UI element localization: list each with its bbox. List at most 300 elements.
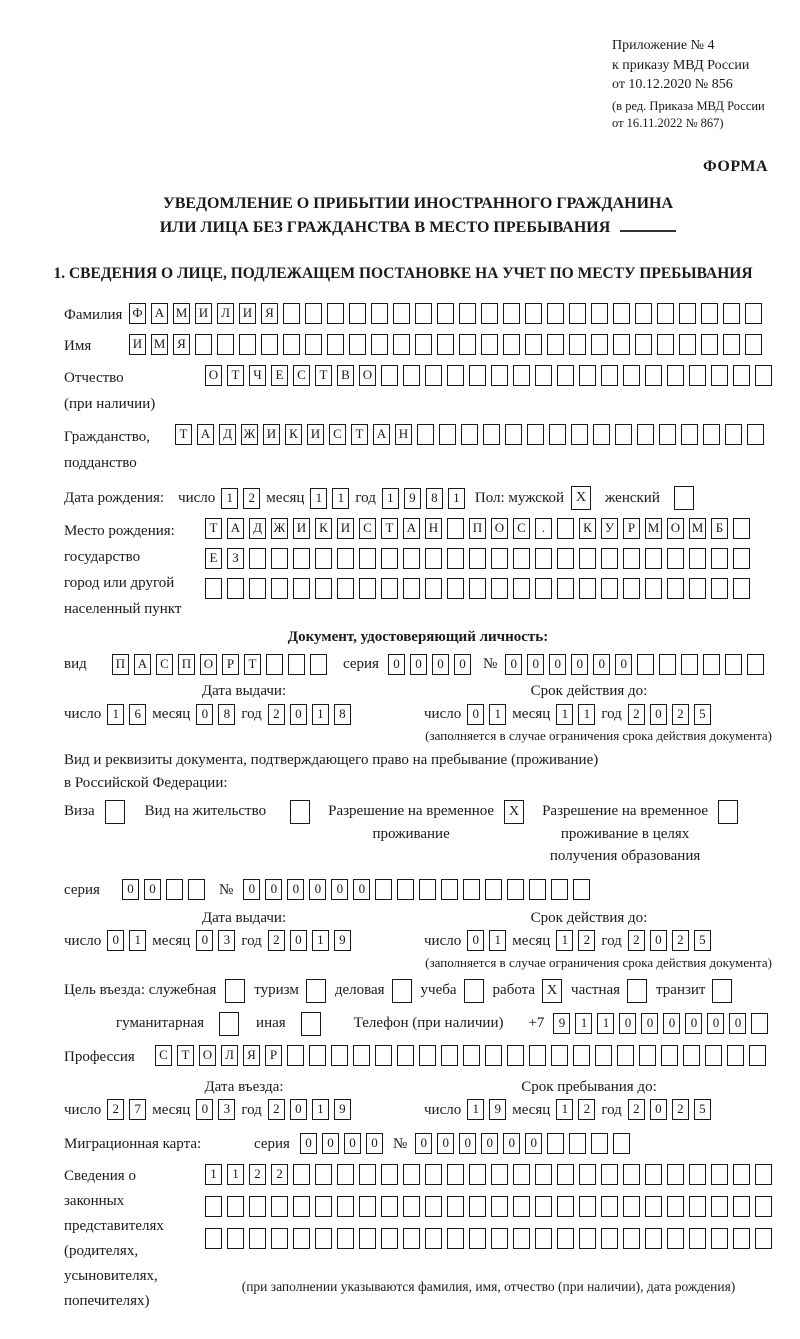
char-cell[interactable] <box>733 578 750 599</box>
char-cell[interactable] <box>469 1164 486 1185</box>
char-cell[interactable] <box>689 1228 706 1249</box>
char-cell[interactable]: 1 <box>556 704 573 725</box>
char-cell[interactable]: 1 <box>467 1099 484 1120</box>
char-cell[interactable] <box>733 518 750 539</box>
char-cell[interactable]: Е <box>205 548 222 569</box>
char-cell[interactable]: 1 <box>129 930 146 951</box>
char-cell[interactable]: 1 <box>332 488 349 509</box>
char-cell[interactable]: 1 <box>227 1164 244 1185</box>
char-cell[interactable]: 6 <box>129 704 146 725</box>
char-cell[interactable] <box>293 578 310 599</box>
char-cell[interactable]: И <box>263 424 280 445</box>
char-cell[interactable] <box>711 578 728 599</box>
char-cell[interactable] <box>579 578 596 599</box>
char-cell[interactable] <box>701 334 718 355</box>
char-cell[interactable] <box>569 1133 586 1154</box>
char-cell[interactable] <box>305 303 322 324</box>
char-cell[interactable]: А <box>227 518 244 539</box>
char-cell[interactable]: 0 <box>481 1133 498 1154</box>
char-cell[interactable] <box>529 1045 546 1066</box>
char-cell[interactable] <box>491 1164 508 1185</box>
char-cell[interactable]: 3 <box>218 930 235 951</box>
char-cell[interactable]: 3 <box>218 1099 235 1120</box>
char-cell[interactable]: 1 <box>578 704 595 725</box>
char-cell[interactable]: С <box>293 365 310 386</box>
char-cell[interactable] <box>623 1228 640 1249</box>
char-cell[interactable] <box>745 334 762 355</box>
char-cell[interactable] <box>547 334 564 355</box>
char-cell[interactable] <box>227 578 244 599</box>
char-cell[interactable] <box>513 1164 530 1185</box>
char-cell[interactable] <box>557 578 574 599</box>
char-cell[interactable]: Т <box>315 365 332 386</box>
char-cell[interactable] <box>491 1196 508 1217</box>
char-cell[interactable] <box>381 365 398 386</box>
char-cell[interactable] <box>481 334 498 355</box>
char-cell[interactable] <box>601 548 618 569</box>
char-cell[interactable] <box>723 334 740 355</box>
char-cell[interactable] <box>305 334 322 355</box>
char-cell[interactable] <box>595 1045 612 1066</box>
char-cell[interactable]: П <box>112 654 129 675</box>
char-cell[interactable] <box>403 548 420 569</box>
char-cell[interactable]: 2 <box>628 1099 645 1120</box>
char-cell[interactable]: П <box>178 654 195 675</box>
char-cell[interactable]: 1 <box>556 930 573 951</box>
char-cell[interactable]: 0 <box>729 1013 746 1034</box>
char-cell[interactable]: О <box>491 518 508 539</box>
char-cell[interactable] <box>491 1228 508 1249</box>
char-cell[interactable]: П <box>469 518 486 539</box>
char-cell[interactable] <box>505 424 522 445</box>
char-cell[interactable]: 2 <box>578 1099 595 1120</box>
char-cell[interactable]: Л <box>217 303 234 324</box>
char-cell[interactable] <box>725 424 742 445</box>
char-cell[interactable]: Н <box>425 518 442 539</box>
char-cell[interactable]: 1 <box>310 488 327 509</box>
char-cell[interactable]: К <box>285 424 302 445</box>
char-cell[interactable] <box>271 1196 288 1217</box>
char-cell[interactable]: 0 <box>287 879 304 900</box>
char-cell[interactable]: 2 <box>672 704 689 725</box>
char-cell[interactable]: Ж <box>241 424 258 445</box>
char-cell[interactable]: 1 <box>575 1013 592 1034</box>
char-cell[interactable] <box>723 303 740 324</box>
char-cell[interactable] <box>381 548 398 569</box>
char-cell[interactable] <box>623 578 640 599</box>
char-cell[interactable]: 1 <box>312 704 329 725</box>
char-cell[interactable] <box>745 303 762 324</box>
char-cell[interactable]: 7 <box>129 1099 146 1120</box>
char-cell[interactable]: 5 <box>694 704 711 725</box>
char-cell[interactable] <box>249 578 266 599</box>
char-cell[interactable]: О <box>200 654 217 675</box>
char-cell[interactable] <box>535 1164 552 1185</box>
char-cell[interactable] <box>166 879 183 900</box>
purpose-ucheba-checkbox[interactable] <box>464 979 484 1003</box>
char-cell[interactable] <box>309 1045 326 1066</box>
char-cell[interactable] <box>549 424 566 445</box>
char-cell[interactable] <box>503 303 520 324</box>
char-cell[interactable] <box>415 334 432 355</box>
char-cell[interactable]: 0 <box>309 879 326 900</box>
char-cell[interactable]: 9 <box>489 1099 506 1120</box>
char-cell[interactable] <box>437 303 454 324</box>
char-cell[interactable] <box>447 518 464 539</box>
char-cell[interactable] <box>755 1164 772 1185</box>
char-cell[interactable] <box>557 365 574 386</box>
char-cell[interactable]: 0 <box>459 1133 476 1154</box>
char-cell[interactable] <box>315 1196 332 1217</box>
char-cell[interactable] <box>613 334 630 355</box>
purpose-chastnaya-checkbox[interactable] <box>627 979 647 1003</box>
char-cell[interactable] <box>415 303 432 324</box>
char-cell[interactable]: 8 <box>426 488 443 509</box>
char-cell[interactable] <box>645 1228 662 1249</box>
char-cell[interactable]: М <box>151 334 168 355</box>
char-cell[interactable]: 1 <box>107 704 124 725</box>
char-cell[interactable]: О <box>199 1045 216 1066</box>
char-cell[interactable]: 1 <box>382 488 399 509</box>
char-cell[interactable] <box>579 365 596 386</box>
char-cell[interactable] <box>261 334 278 355</box>
char-cell[interactable]: 1 <box>489 930 506 951</box>
purpose-sluzhebnaya-checkbox[interactable] <box>225 979 245 1003</box>
char-cell[interactable]: 0 <box>619 1013 636 1034</box>
char-cell[interactable]: 0 <box>505 654 522 675</box>
char-cell[interactable] <box>239 334 256 355</box>
char-cell[interactable] <box>459 334 476 355</box>
char-cell[interactable]: 0 <box>437 1133 454 1154</box>
char-cell[interactable] <box>447 578 464 599</box>
char-cell[interactable]: 0 <box>685 1013 702 1034</box>
char-cell[interactable] <box>403 1164 420 1185</box>
char-cell[interactable] <box>315 578 332 599</box>
char-cell[interactable] <box>469 548 486 569</box>
char-cell[interactable] <box>639 1045 656 1066</box>
char-cell[interactable]: 0 <box>527 654 544 675</box>
char-cell[interactable] <box>425 1228 442 1249</box>
char-cell[interactable]: 0 <box>344 1133 361 1154</box>
purpose-turizm-checkbox[interactable] <box>306 979 326 1003</box>
char-cell[interactable]: 0 <box>388 654 405 675</box>
char-cell[interactable] <box>591 303 608 324</box>
char-cell[interactable] <box>645 1196 662 1217</box>
char-cell[interactable] <box>591 334 608 355</box>
char-cell[interactable]: 0 <box>290 930 307 951</box>
char-cell[interactable] <box>507 879 524 900</box>
char-cell[interactable] <box>683 1045 700 1066</box>
char-cell[interactable] <box>359 548 376 569</box>
char-cell[interactable] <box>375 1045 392 1066</box>
char-cell[interactable]: 0 <box>571 654 588 675</box>
char-cell[interactable] <box>447 1164 464 1185</box>
char-cell[interactable]: 0 <box>300 1133 317 1154</box>
char-cell[interactable] <box>701 303 718 324</box>
char-cell[interactable] <box>463 1045 480 1066</box>
char-cell[interactable] <box>293 1196 310 1217</box>
char-cell[interactable]: 1 <box>556 1099 573 1120</box>
char-cell[interactable]: 0 <box>196 704 213 725</box>
char-cell[interactable] <box>733 1228 750 1249</box>
char-cell[interactable] <box>381 1196 398 1217</box>
char-cell[interactable]: Т <box>351 424 368 445</box>
char-cell[interactable]: Т <box>244 654 261 675</box>
char-cell[interactable]: Л <box>221 1045 238 1066</box>
char-cell[interactable]: Я <box>173 334 190 355</box>
char-cell[interactable] <box>579 548 596 569</box>
char-cell[interactable]: 0 <box>196 930 213 951</box>
char-cell[interactable] <box>337 578 354 599</box>
char-cell[interactable] <box>271 578 288 599</box>
char-cell[interactable] <box>703 654 720 675</box>
char-cell[interactable]: 2 <box>628 704 645 725</box>
char-cell[interactable] <box>551 879 568 900</box>
char-cell[interactable] <box>681 654 698 675</box>
char-cell[interactable]: 9 <box>334 930 351 951</box>
char-cell[interactable]: 0 <box>122 879 139 900</box>
char-cell[interactable] <box>601 1164 618 1185</box>
char-cell[interactable]: 0 <box>503 1133 520 1154</box>
char-cell[interactable] <box>513 1228 530 1249</box>
char-cell[interactable]: А <box>151 303 168 324</box>
rvp-edu-checkbox[interactable] <box>718 800 738 824</box>
char-cell[interactable] <box>288 654 305 675</box>
char-cell[interactable] <box>637 424 654 445</box>
char-cell[interactable] <box>403 578 420 599</box>
char-cell[interactable] <box>623 365 640 386</box>
char-cell[interactable]: Ф <box>129 303 146 324</box>
char-cell[interactable] <box>469 1228 486 1249</box>
char-cell[interactable] <box>593 424 610 445</box>
char-cell[interactable]: А <box>197 424 214 445</box>
char-cell[interactable]: 0 <box>410 654 427 675</box>
char-cell[interactable] <box>227 1228 244 1249</box>
char-cell[interactable]: Т <box>227 365 244 386</box>
char-cell[interactable]: С <box>156 654 173 675</box>
char-cell[interactable] <box>293 1228 310 1249</box>
char-cell[interactable]: 0 <box>432 654 449 675</box>
char-cell[interactable]: Ж <box>271 518 288 539</box>
char-cell[interactable]: И <box>293 518 310 539</box>
char-cell[interactable]: О <box>667 518 684 539</box>
char-cell[interactable] <box>461 424 478 445</box>
char-cell[interactable] <box>249 548 266 569</box>
char-cell[interactable]: С <box>155 1045 172 1066</box>
char-cell[interactable] <box>535 578 552 599</box>
char-cell[interactable] <box>645 365 662 386</box>
char-cell[interactable] <box>349 334 366 355</box>
char-cell[interactable] <box>227 1196 244 1217</box>
char-cell[interactable] <box>381 1228 398 1249</box>
char-cell[interactable]: 1 <box>312 1099 329 1120</box>
char-cell[interactable] <box>667 548 684 569</box>
char-cell[interactable] <box>535 1228 552 1249</box>
char-cell[interactable] <box>375 879 392 900</box>
char-cell[interactable]: 2 <box>268 930 285 951</box>
char-cell[interactable] <box>403 365 420 386</box>
char-cell[interactable]: 0 <box>196 1099 213 1120</box>
char-cell[interactable] <box>727 1045 744 1066</box>
char-cell[interactable]: . <box>535 518 552 539</box>
char-cell[interactable] <box>425 548 442 569</box>
char-cell[interactable]: 5 <box>694 930 711 951</box>
char-cell[interactable] <box>705 1045 722 1066</box>
char-cell[interactable] <box>573 879 590 900</box>
char-cell[interactable] <box>557 1196 574 1217</box>
char-cell[interactable]: 0 <box>615 654 632 675</box>
char-cell[interactable] <box>337 548 354 569</box>
char-cell[interactable] <box>447 548 464 569</box>
char-cell[interactable]: А <box>373 424 390 445</box>
char-cell[interactable]: Я <box>243 1045 260 1066</box>
char-cell[interactable] <box>659 654 676 675</box>
char-cell[interactable] <box>573 1045 590 1066</box>
char-cell[interactable] <box>205 578 222 599</box>
char-cell[interactable] <box>327 303 344 324</box>
char-cell[interactable] <box>371 334 388 355</box>
char-cell[interactable]: 0 <box>650 704 667 725</box>
char-cell[interactable] <box>283 303 300 324</box>
char-cell[interactable] <box>195 334 212 355</box>
char-cell[interactable] <box>679 334 696 355</box>
char-cell[interactable]: 9 <box>334 1099 351 1120</box>
char-cell[interactable] <box>679 303 696 324</box>
char-cell[interactable] <box>689 365 706 386</box>
char-cell[interactable]: 0 <box>243 879 260 900</box>
char-cell[interactable]: 0 <box>549 654 566 675</box>
char-cell[interactable] <box>579 1164 596 1185</box>
char-cell[interactable] <box>205 1228 222 1249</box>
rvp-checkbox[interactable]: X <box>504 800 524 824</box>
char-cell[interactable]: 2 <box>672 1099 689 1120</box>
char-cell[interactable] <box>579 1196 596 1217</box>
char-cell[interactable] <box>437 334 454 355</box>
char-cell[interactable]: 0 <box>265 879 282 900</box>
char-cell[interactable]: 0 <box>366 1133 383 1154</box>
purpose-inaya-checkbox[interactable] <box>301 1012 321 1036</box>
char-cell[interactable]: 2 <box>628 930 645 951</box>
char-cell[interactable]: У <box>601 518 618 539</box>
char-cell[interactable] <box>601 1196 618 1217</box>
char-cell[interactable] <box>447 1196 464 1217</box>
char-cell[interactable] <box>403 1228 420 1249</box>
char-cell[interactable] <box>689 1196 706 1217</box>
char-cell[interactable] <box>579 1228 596 1249</box>
char-cell[interactable]: 0 <box>707 1013 724 1034</box>
char-cell[interactable] <box>551 1045 568 1066</box>
char-cell[interactable] <box>491 548 508 569</box>
char-cell[interactable] <box>483 424 500 445</box>
char-cell[interactable] <box>667 365 684 386</box>
char-cell[interactable] <box>645 578 662 599</box>
char-cell[interactable]: Т <box>205 518 222 539</box>
char-cell[interactable] <box>469 1196 486 1217</box>
char-cell[interactable] <box>353 1045 370 1066</box>
char-cell[interactable] <box>747 654 764 675</box>
char-cell[interactable]: К <box>579 518 596 539</box>
char-cell[interactable] <box>711 1228 728 1249</box>
char-cell[interactable]: А <box>134 654 151 675</box>
purpose-tranzit-checkbox[interactable] <box>712 979 732 1003</box>
char-cell[interactable] <box>711 548 728 569</box>
char-cell[interactable] <box>337 1228 354 1249</box>
char-cell[interactable]: 0 <box>144 879 161 900</box>
char-cell[interactable] <box>403 1196 420 1217</box>
char-cell[interactable] <box>557 548 574 569</box>
char-cell[interactable] <box>569 303 586 324</box>
char-cell[interactable] <box>635 334 652 355</box>
char-cell[interactable] <box>733 1164 750 1185</box>
char-cell[interactable] <box>535 1196 552 1217</box>
char-cell[interactable]: 5 <box>694 1099 711 1120</box>
residence-permit-checkbox[interactable] <box>290 800 310 824</box>
char-cell[interactable]: Т <box>175 424 192 445</box>
char-cell[interactable]: 0 <box>415 1133 432 1154</box>
char-cell[interactable] <box>293 548 310 569</box>
char-cell[interactable] <box>381 578 398 599</box>
char-cell[interactable]: Б <box>711 518 728 539</box>
char-cell[interactable] <box>725 654 742 675</box>
char-cell[interactable]: 2 <box>268 704 285 725</box>
char-cell[interactable] <box>266 654 283 675</box>
char-cell[interactable] <box>703 424 720 445</box>
char-cell[interactable] <box>337 1164 354 1185</box>
char-cell[interactable] <box>755 1228 772 1249</box>
char-cell[interactable]: Д <box>219 424 236 445</box>
char-cell[interactable] <box>217 334 234 355</box>
char-cell[interactable] <box>463 879 480 900</box>
char-cell[interactable]: 0 <box>650 930 667 951</box>
char-cell[interactable] <box>271 548 288 569</box>
char-cell[interactable]: Ч <box>249 365 266 386</box>
char-cell[interactable] <box>249 1228 266 1249</box>
char-cell[interactable]: 0 <box>290 704 307 725</box>
char-cell[interactable]: 1 <box>448 488 465 509</box>
char-cell[interactable] <box>613 303 630 324</box>
char-cell[interactable] <box>667 1196 684 1217</box>
char-cell[interactable]: Е <box>271 365 288 386</box>
char-cell[interactable] <box>571 424 588 445</box>
char-cell[interactable] <box>491 578 508 599</box>
char-cell[interactable]: О <box>205 365 222 386</box>
char-cell[interactable]: И <box>307 424 324 445</box>
char-cell[interactable]: 1 <box>312 930 329 951</box>
char-cell[interactable]: 0 <box>290 1099 307 1120</box>
char-cell[interactable]: З <box>227 548 244 569</box>
char-cell[interactable] <box>547 1133 564 1154</box>
char-cell[interactable] <box>359 1196 376 1217</box>
char-cell[interactable] <box>459 303 476 324</box>
purpose-delovaya-checkbox[interactable] <box>392 979 412 1003</box>
char-cell[interactable]: О <box>359 365 376 386</box>
char-cell[interactable] <box>689 578 706 599</box>
char-cell[interactable]: 1 <box>205 1164 222 1185</box>
char-cell[interactable]: 0 <box>322 1133 339 1154</box>
char-cell[interactable] <box>667 1228 684 1249</box>
char-cell[interactable]: 2 <box>672 930 689 951</box>
char-cell[interactable] <box>535 548 552 569</box>
char-cell[interactable] <box>315 548 332 569</box>
char-cell[interactable] <box>469 578 486 599</box>
char-cell[interactable]: 0 <box>467 930 484 951</box>
char-cell[interactable]: Р <box>265 1045 282 1066</box>
char-cell[interactable] <box>287 1045 304 1066</box>
char-cell[interactable] <box>419 879 436 900</box>
char-cell[interactable]: 2 <box>578 930 595 951</box>
char-cell[interactable]: 0 <box>467 704 484 725</box>
char-cell[interactable] <box>315 1164 332 1185</box>
